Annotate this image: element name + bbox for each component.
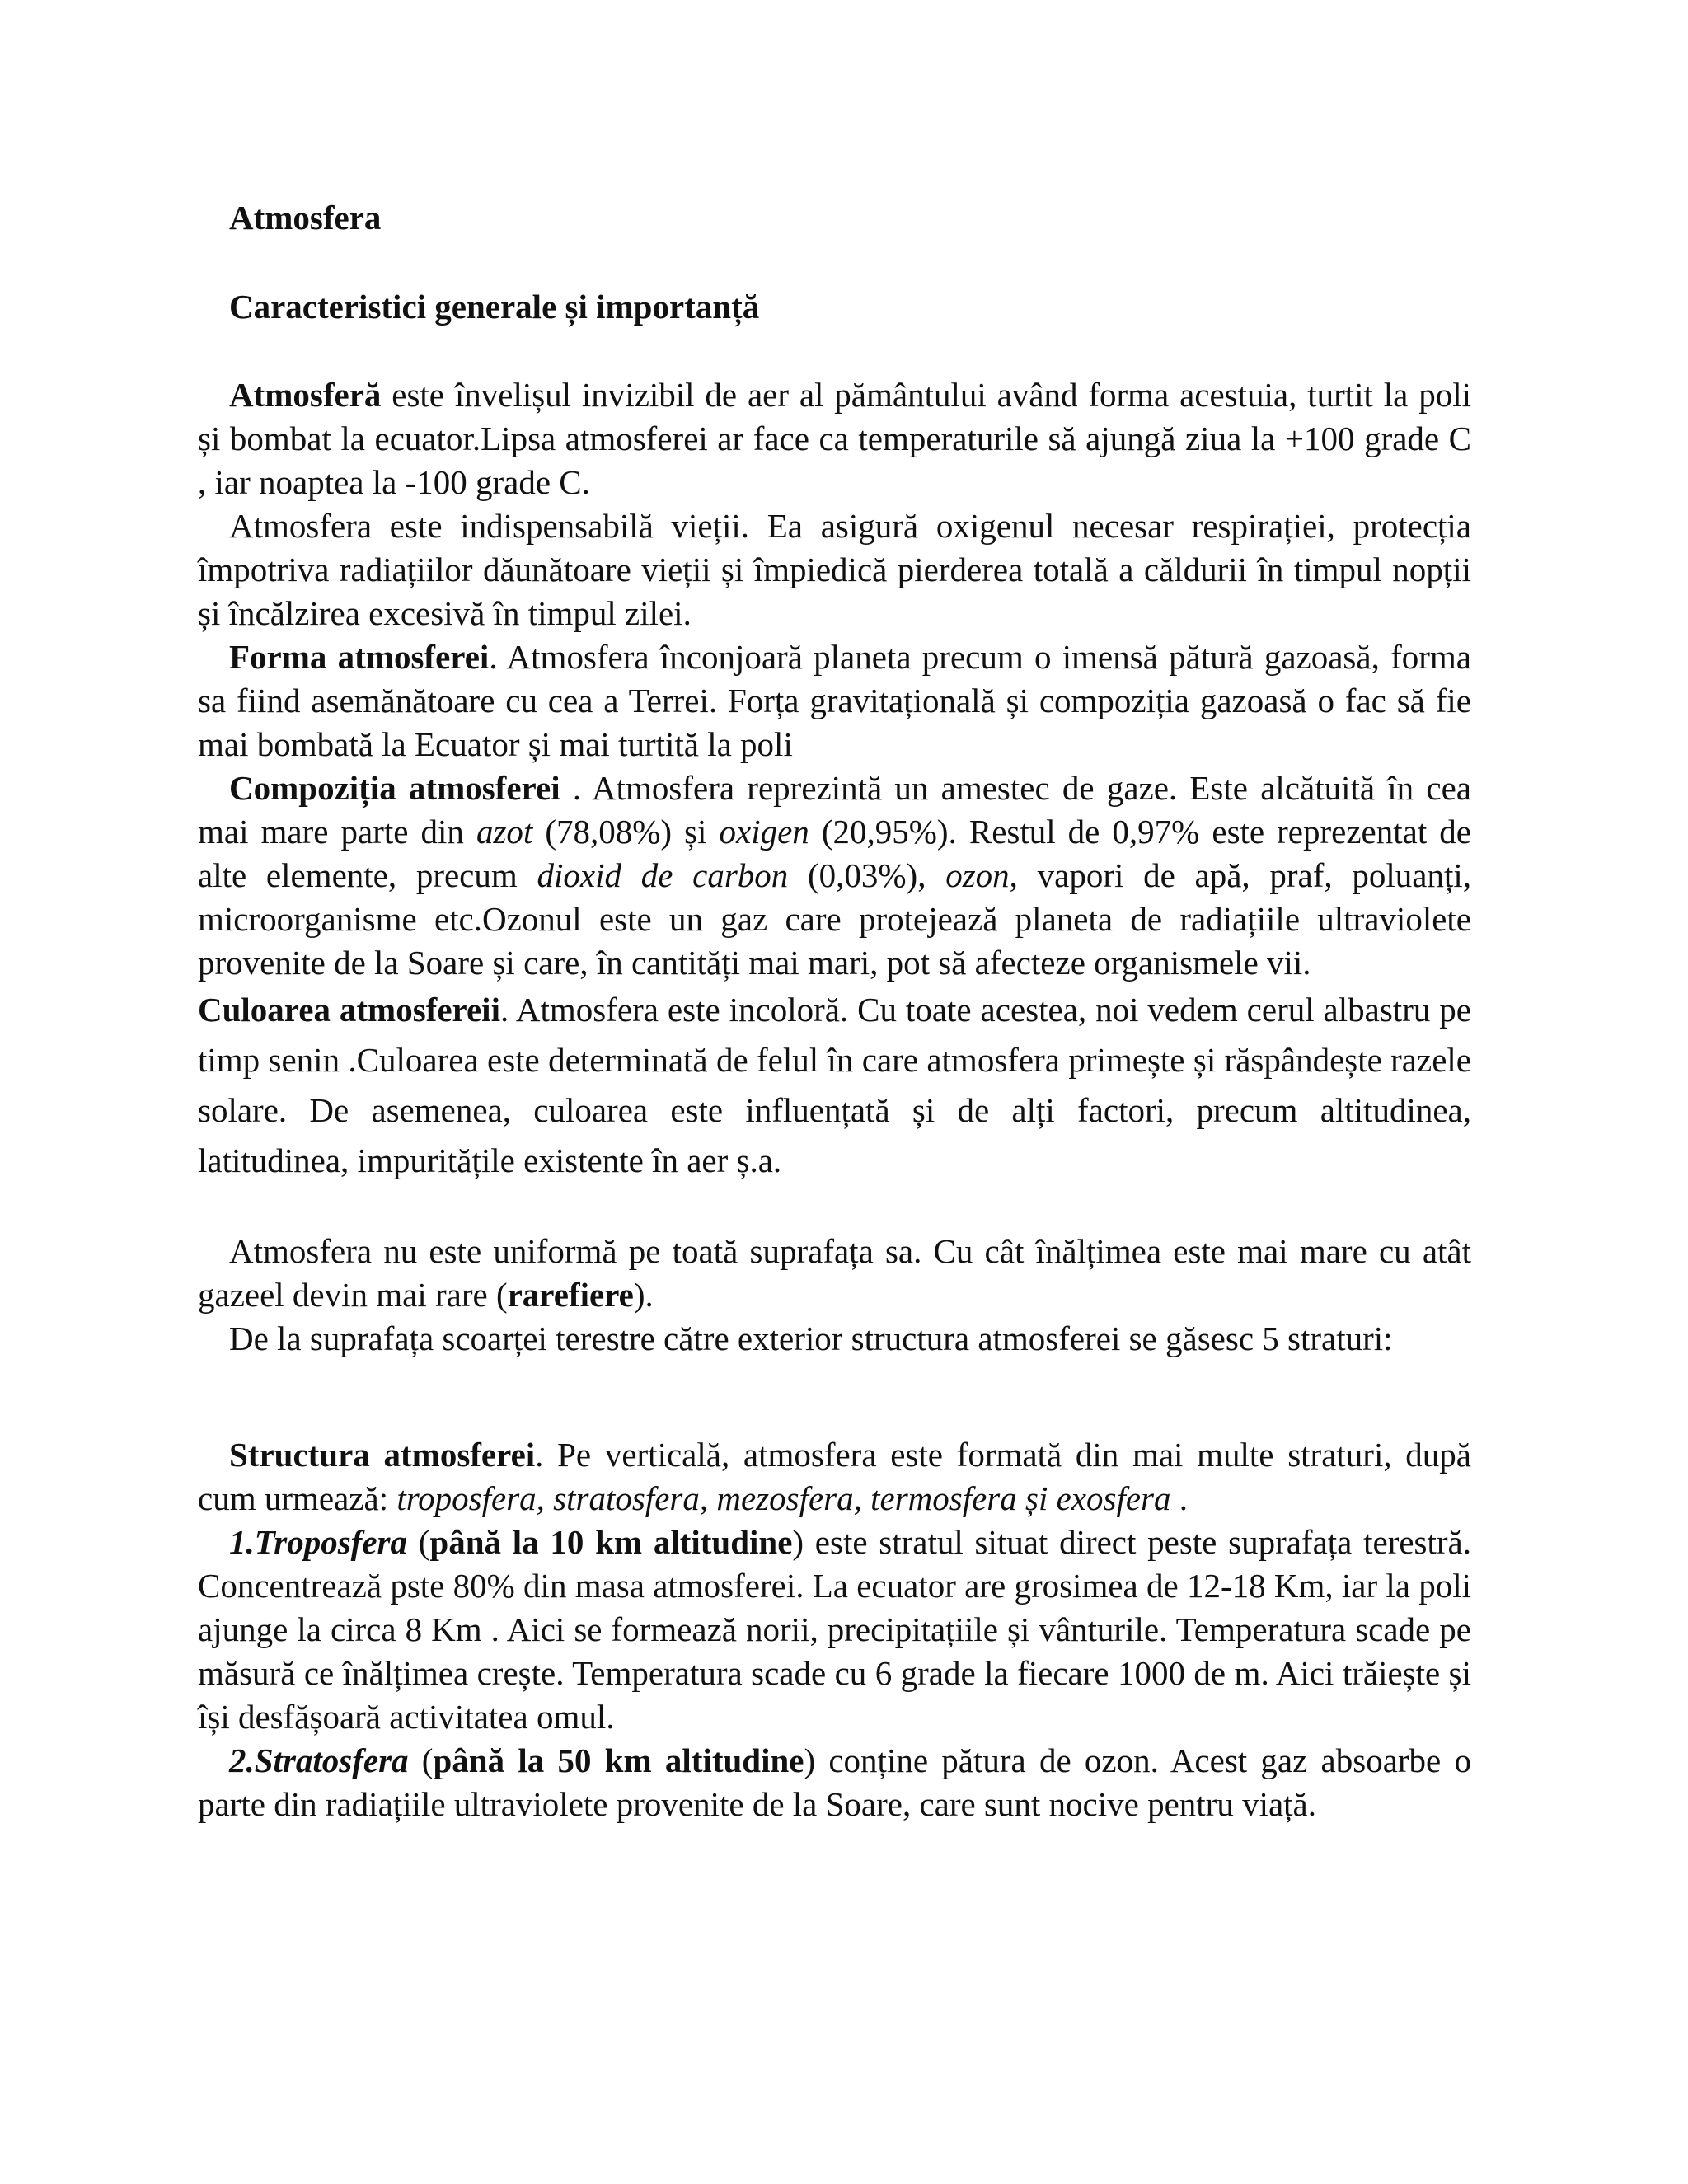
paragraph-text: Atmosfera nu este uniformă pe toată suprafața sa. Cu cât înălțimea este mai mare cu atât gazeel devin mai rare ( (198, 1232, 1471, 1314)
paragraph-text: . Atmosfera reprezintă un amestec de gaze. Este alcătuită în cea mai mare parte din (198, 769, 1472, 851)
term-forma: Forma atmosferei (229, 638, 490, 676)
section-heading: Caracteristici generale și importanță (229, 288, 760, 326)
term-rarefiere: rarefiere (507, 1276, 634, 1314)
paragraph-uniformity (198, 1230, 1471, 1317)
term-oxigen: oxigen (719, 813, 809, 851)
paragraph-text: Atmosfera este indispensabilă vieții. Ea asigură oxigenul necesar respirației, protecția împotriva radiațiilor dăunătoare vieții și împiedică pierderea totală a căldurii în timpul nopții și încălzirea excesivă în timpul zilei. (198, 507, 1471, 632)
term-ozon: ozon (945, 856, 1010, 894)
paragraph-text: ( (408, 1741, 434, 1779)
paragraph-text: De la suprafața scoarței terestre către exterior structura atmosferei se găsesc 5 straturi: (229, 1319, 1393, 1357)
paragraph-text: . Atmosfera este incoloră. Cu toate acestea, noi vedem cerul albastru pe timp senin .Culoarea este determinată de felul în care atmosfera primește și răspândește razele solare. De asemenea, culoarea este influențată și de alți factori, precum altitudinea, latitudinea, impuritățile existente în aer ș.a. (198, 991, 1471, 1179)
term-azot: azot (476, 813, 533, 851)
layer-list: troposfera, stratosfera, mezosfera, termosfera și exosfera (396, 1479, 1171, 1517)
paragraph-color (198, 985, 1471, 1186)
paragraph-text: . Pe verticală, atmosfera este formată din mai multe straturi, după cum urmează: (198, 1436, 1471, 1517)
altitude-stratosfera: până la 50 km altitudine (433, 1741, 804, 1779)
paragraph-structure (198, 1433, 1471, 1521)
document-page (198, 196, 1471, 1826)
term-compozitia: Compoziția atmosferei (229, 769, 560, 807)
term-structura: Structura atmosferei (229, 1436, 536, 1474)
paragraph-troposfera (198, 1521, 1471, 1739)
term-culoarea: Culoarea atmosfereii (198, 991, 500, 1029)
term-stratosfera: 2.Stratosfera (229, 1741, 409, 1779)
document-title: Atmosfera (229, 199, 382, 237)
paragraph-text: este învelișul invizibil de aer al pământului având forma acestuia, turtit la poli și bombat la ecuator.Lipsa atmosferei ar face ca temperaturile să ajungă ziua la +100 grade C , iar noaptea la -100 grade C. (198, 376, 1471, 501)
paragraph-shape (198, 635, 1471, 766)
paragraph-text: . Atmosfera înconjoară planeta precum o imensă pătură gazoasă, forma sa fiind asemănătoare cu cea a Terrei. Forța gravitațională și compoziția gazoasă o fac să fie mai bombată la Ecuator și mai turtită la poli (198, 638, 1471, 763)
paragraph-stratosfera (198, 1739, 1471, 1826)
paragraph-text: (0,03%), (788, 856, 946, 894)
term-atmosfera: Atmosferă (229, 376, 382, 414)
paragraph-text: , vapori de apă, praf, poluanți, microorganisme etc.Ozonul este un gaz care protejează planeta de radiațiile ultraviolete provenite de la Soare și care, în cantități mai mari, pot să afecteze organismele vii. (198, 856, 1471, 982)
paragraph-text: . (1170, 1479, 1189, 1517)
paragraph-layers-intro (198, 1317, 1471, 1361)
paragraph-text: ) conține pătura de ozon. Acest gaz absoarbe o parte din radiațiile ultraviolete provenite de la Soare, care sunt nocive pentru viață. (198, 1741, 1471, 1823)
paragraph-composition (198, 766, 1471, 985)
altitude-troposfera: până la 10 km altitudine (429, 1523, 793, 1561)
paragraph-text: (20,95%). Restul de 0,97% este reprezentat de alte elemente, precum (198, 813, 1471, 894)
paragraph-definition (198, 373, 1471, 504)
paragraph-text: ). (633, 1276, 654, 1314)
paragraph-importance (198, 504, 1471, 635)
term-troposfera: 1.Troposfera (229, 1523, 407, 1561)
paragraph-text: ( (407, 1523, 430, 1561)
paragraph-text: ) este stratul situat direct peste suprafața terestră. Concentrează pste 80% din masa atmosferei. La ecuator are grosimea de 12-18 Km, iar la poli ajunge la circa 8 Km . Aici se formează norii, precipitațiile și vânturile. Temperatura scade pe măsură ce înălțimea crește. Temperatura scade cu 6 grade la fiecare 1000 de m. Aici trăiește și își desfășoară activitatea omul. (198, 1523, 1471, 1736)
paragraph-text: (78,08%) și (532, 813, 720, 851)
term-dioxid: dioxid de carbon (537, 856, 789, 894)
